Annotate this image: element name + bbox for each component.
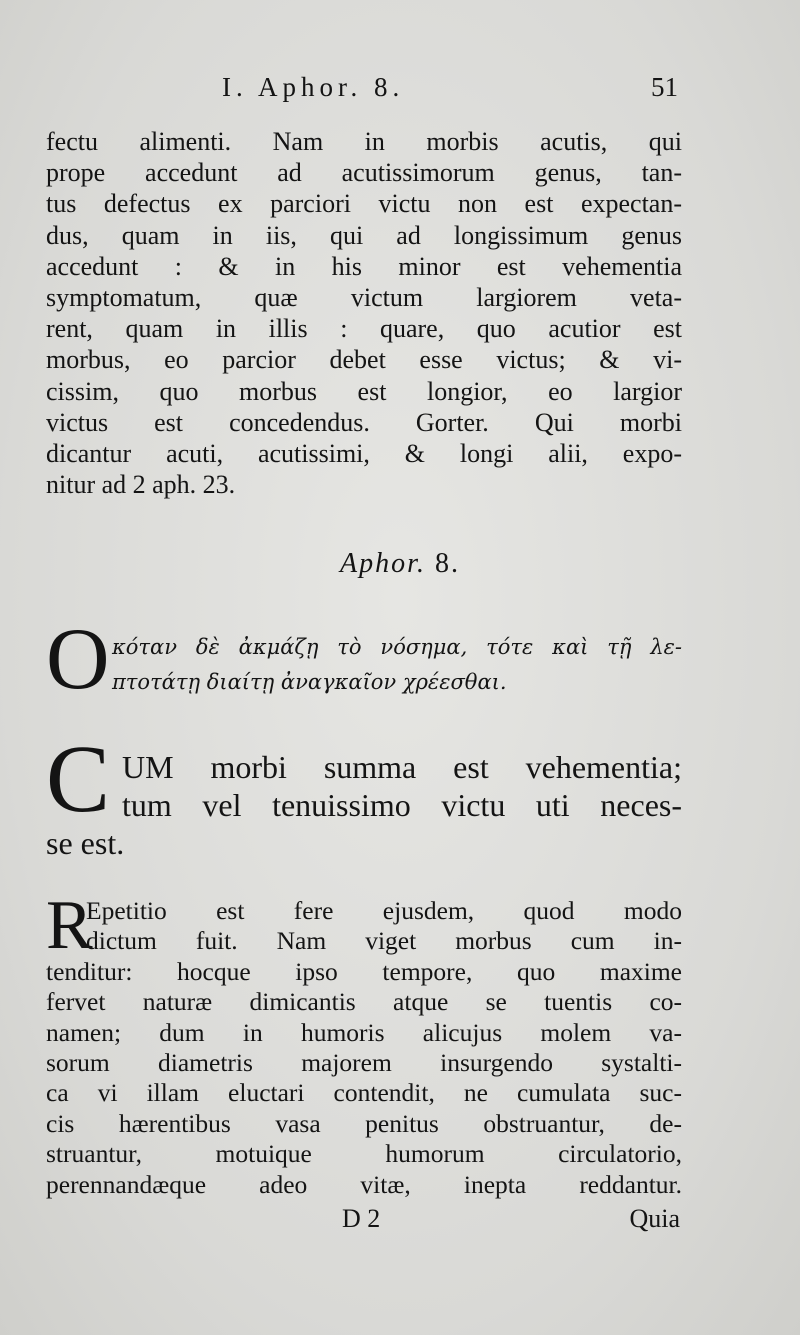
text-line: rent, quam in illis : quare, quo acutior est	[46, 314, 682, 344]
text-line: dus, quam in iis, qui ad longissimum genus	[46, 220, 682, 250]
text-line: symptomatum, quæ victum largiorem veta-	[46, 282, 682, 312]
aphorism-drop-cap: C	[46, 725, 111, 832]
text-line: Epetitio est fere ejusdem, quod modo	[86, 896, 682, 925]
commentary-paragraph	[46, 887, 682, 1200]
heading-number: 8.	[434, 548, 460, 579]
running-title: I. Aphor. 8.	[222, 72, 405, 102]
latin-aphorism	[46, 725, 682, 861]
text-line: fectu alimenti. Nam in morbis acutis, qui	[46, 127, 682, 156]
page-number: 51	[651, 72, 678, 102]
greek-aphorism	[46, 611, 682, 708]
aphorism-line: se est.	[46, 825, 125, 861]
text-line: tus defectus ex parciori victu non est expectan-	[46, 189, 682, 219]
text-line: tenditur: hocque ipso tempore, quo maxime	[46, 956, 682, 986]
greek-line: πτοτάτῃ διαίτῃ ἀναγκαῖον χρέεσθαι.	[112, 670, 507, 694]
greek-drop-cap: O	[46, 611, 110, 708]
text-line: perennandæque adeo vitæ, inepta reddantur.	[46, 1169, 682, 1199]
text-line: cis hærentibus vasa penitus obstruantur, de-	[46, 1108, 682, 1138]
greek-line: κόταν δὲ ἀκμάζῃ τὸ νόσημα, τότε καὶ τῇ λε-	[112, 635, 682, 659]
text-line: prope accedunt ad acutissimorum genus, tan-	[46, 158, 682, 188]
heading-word: Aphor.	[340, 548, 426, 579]
text-line: dictum fuit. Nam viget morbus cum in-	[86, 926, 682, 956]
text-line: namen; dum in humoris alicujus molem va-	[46, 1017, 682, 1047]
catchword: Quia	[629, 1204, 680, 1233]
greek-text	[112, 630, 682, 700]
text-line: fervet naturæ dimicantis atque se tuentis co-	[46, 987, 682, 1017]
text-line: nitur ad 2 aph. 23.	[46, 470, 236, 500]
commentary-drop-cap: R	[46, 887, 93, 964]
section-heading	[0, 548, 800, 580]
continued-paragraph	[46, 126, 682, 500]
text-line: morbus, eo parcior debet esse victus; & vi-	[46, 345, 682, 375]
text-line: victus est concedendus. Gorter. Qui morbi	[46, 407, 682, 437]
aphorism-line: UM morbi summa est vehementia;	[122, 749, 682, 785]
page-footer	[46, 1204, 682, 1240]
running-header	[46, 72, 682, 112]
text-line: struantur, motuique humorum circulatorio,	[46, 1139, 682, 1169]
text-line: ca vi illam eluctari contendit, ne cumulata suc-	[46, 1078, 682, 1108]
signature-mark: D 2	[342, 1204, 381, 1233]
text-line: accedunt : & in his minor est vehementia	[46, 251, 682, 281]
text-line: dicantur acuti, acutissimi, & longi alii, expo-	[46, 438, 682, 468]
text-line: sorum diametris majorem insurgendo systalti-	[46, 1048, 682, 1078]
aphorism-line: tum vel tenuissimo victu uti neces-	[122, 787, 682, 823]
text-line: cissim, quo morbus est longior, eo largior	[46, 376, 682, 406]
